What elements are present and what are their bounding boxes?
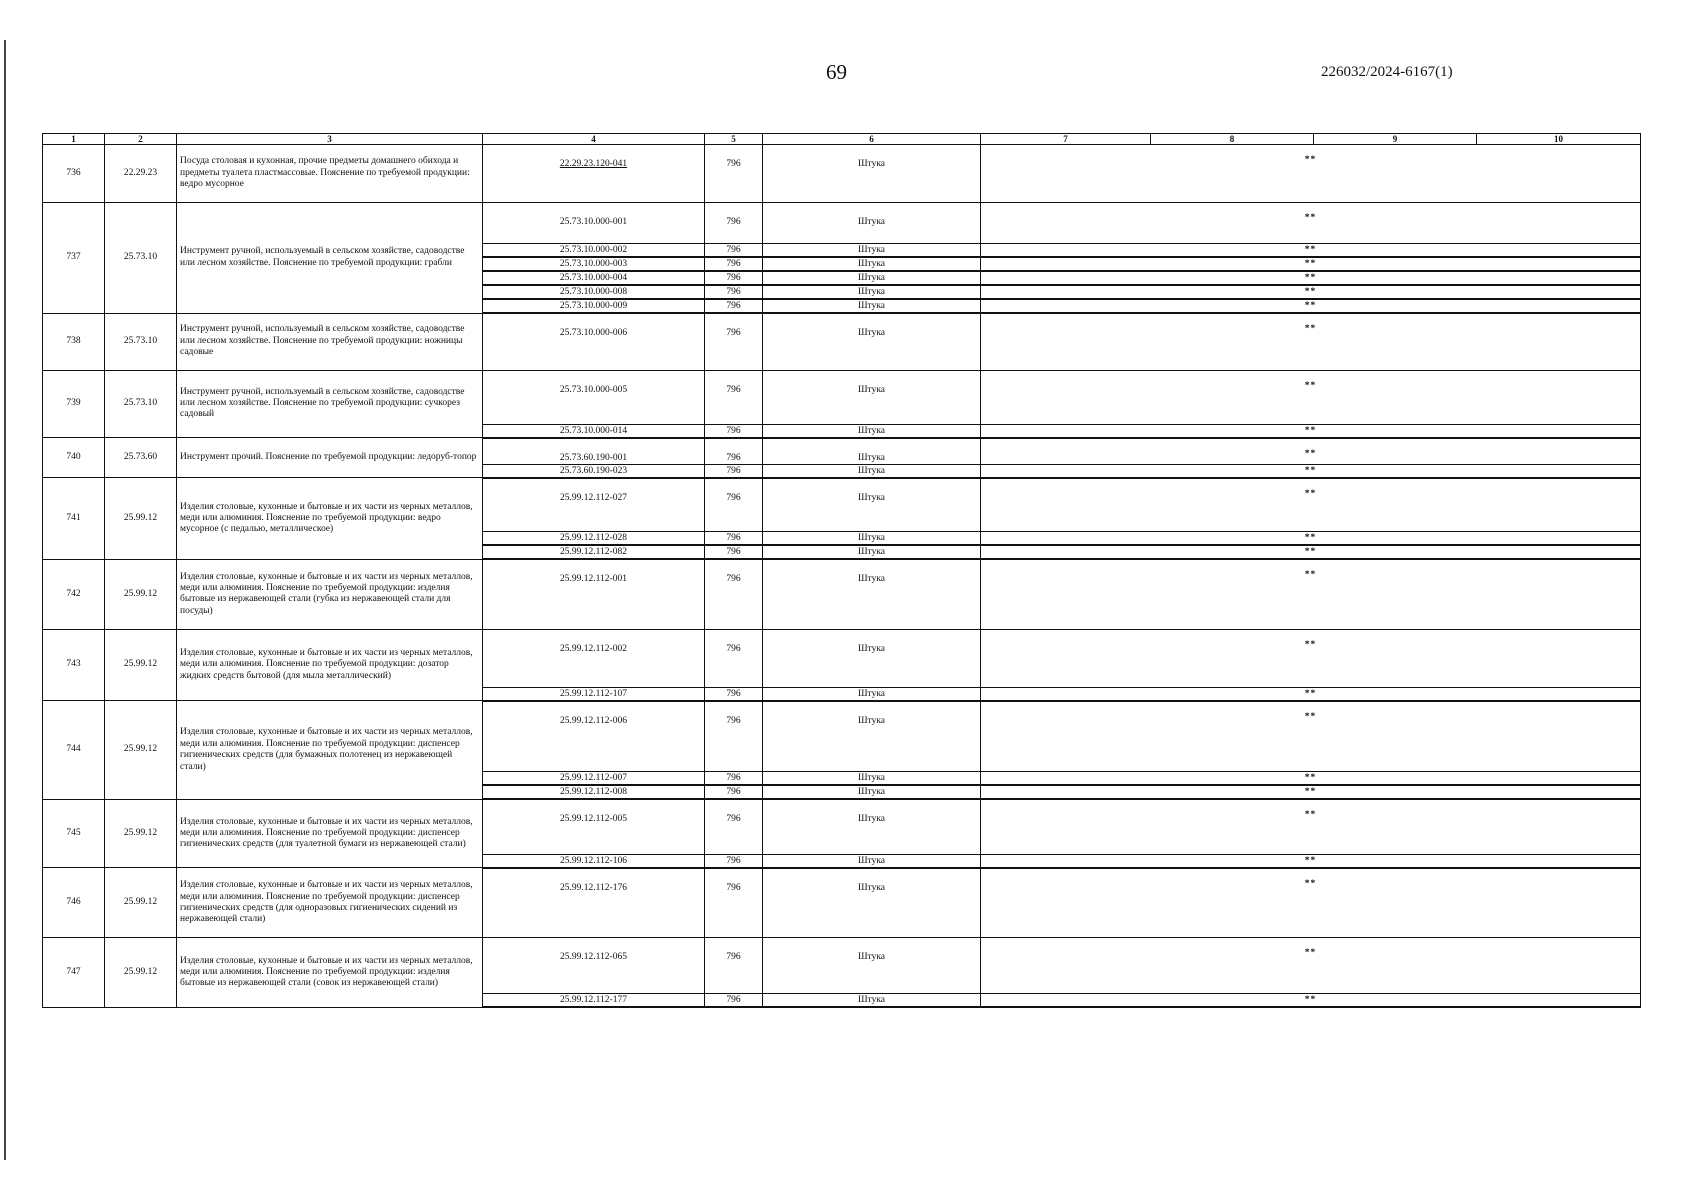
scan-edge-line	[4, 40, 6, 1160]
page-number: 69	[826, 60, 847, 84]
table-header-row	[43, 134, 1641, 145]
ktru-code-cell	[483, 559, 705, 629]
requirement-mark-cell: **	[981, 145, 1641, 203]
requirement-mark-cell: **	[981, 799, 1641, 854]
unit-code-cell: 796	[705, 701, 763, 772]
ktru-code-cell	[483, 868, 705, 938]
ktru-code: 25.73.10.000-002	[559, 245, 628, 255]
table-row	[43, 478, 1641, 532]
requirement-mark-cell: **	[981, 785, 1641, 799]
unit-name-cell: Штука	[763, 532, 981, 546]
requirement-mark-cell: **	[981, 478, 1641, 532]
requirement-mark-cell: **	[981, 299, 1641, 313]
ktru-code-cell	[483, 271, 705, 285]
ktru-code-cell	[483, 799, 705, 854]
description-cell: Изделия столовые, кухонные и бытовые и их части из черных металлов, меди или алюминия. Пояснение по требуемой продукции: дозатор жидких средств бытовой (для мыла металлический)	[177, 629, 483, 701]
okpd-code-cell: 25.99.12	[105, 938, 177, 1008]
requirement-mark-cell: **	[981, 313, 1641, 370]
ktru-code: 25.99.12.112-006	[560, 715, 627, 726]
unit-code-cell: 796	[705, 532, 763, 546]
unit-code-cell: 796	[705, 994, 763, 1008]
ktru-code: 25.99.12.112-005	[560, 814, 627, 825]
row-number-cell: 742	[43, 559, 105, 629]
requirement-mark-cell: **	[981, 271, 1641, 285]
unit-name-cell: Штука	[763, 244, 981, 258]
ktru-code: 25.73.10.000-001	[559, 217, 628, 227]
requirement-mark-cell: **	[981, 868, 1641, 938]
okpd-code-cell: 25.73.10	[105, 203, 177, 314]
requirement-mark-cell: **	[981, 257, 1641, 271]
unit-code-cell: 796	[705, 545, 763, 559]
ktru-code-cell	[483, 478, 705, 532]
ktru-code-cell	[483, 464, 705, 478]
unit-name-cell: Штука	[763, 257, 981, 271]
ktru-code: 22.29.23.120-041	[559, 159, 628, 169]
requirement-mark-cell: **	[981, 545, 1641, 559]
unit-code-cell: 796	[705, 785, 763, 799]
unit-name-cell: Штука	[763, 994, 981, 1008]
ktru-code-cell	[483, 145, 705, 203]
column-header-1: 1	[43, 134, 105, 145]
ktru-code-cell	[483, 370, 705, 424]
column-header-2: 2	[105, 134, 177, 145]
unit-code-cell: 796	[705, 438, 763, 465]
unit-code-cell: 796	[705, 854, 763, 868]
unit-name-cell: Штука	[763, 772, 981, 786]
unit-name-cell: Штука	[763, 370, 981, 424]
okpd-code-cell: 25.73.60	[105, 438, 177, 478]
okpd-code-cell: 25.99.12	[105, 701, 177, 800]
unit-code-cell: 796	[705, 285, 763, 299]
unit-name-cell: Штука	[763, 868, 981, 938]
ktru-code: 25.73.60.190-023	[559, 465, 628, 476]
ktru-code-cell	[483, 313, 705, 370]
ktru-code-cell	[483, 424, 705, 438]
ktru-code-cell	[483, 257, 705, 271]
unit-name-cell: Штука	[763, 313, 981, 370]
row-number-cell: 741	[43, 478, 105, 560]
requirement-mark-cell: **	[981, 629, 1641, 687]
row-number-cell: 740	[43, 438, 105, 478]
ktru-code-cell	[483, 701, 705, 772]
ktru-code: 25.99.12.112-107	[560, 688, 627, 699]
okpd-code-cell: 25.99.12	[105, 629, 177, 701]
unit-code-cell: 796	[705, 203, 763, 244]
unit-name-cell: Штука	[763, 545, 981, 559]
document-id: 226032/2024-6167(1)	[1321, 64, 1453, 80]
unit-name-cell: Штука	[763, 629, 981, 687]
ktru-code: 25.99.12.112-082	[560, 547, 627, 558]
unit-code-cell: 796	[705, 478, 763, 532]
column-header-9: 9	[1314, 134, 1477, 145]
unit-code-cell: 796	[705, 464, 763, 478]
ktru-code-cell	[483, 854, 705, 868]
ktru-code: 25.73.60.190-001	[559, 452, 628, 463]
unit-name-cell: Штука	[763, 478, 981, 532]
unit-name-cell: Штука	[763, 438, 981, 465]
requirement-mark-cell: **	[981, 938, 1641, 994]
ktru-code-cell	[483, 285, 705, 299]
column-header-6: 6	[763, 134, 981, 145]
ktru-code: 25.99.12.112-008	[560, 787, 627, 798]
unit-code-cell: 796	[705, 687, 763, 701]
table-row	[43, 938, 1641, 994]
requirement-mark-cell: **	[981, 701, 1641, 772]
unit-name-cell: Штука	[763, 271, 981, 285]
row-number-cell: 737	[43, 203, 105, 314]
unit-code-cell: 796	[705, 799, 763, 854]
unit-name-cell: Штука	[763, 203, 981, 244]
unit-code-cell: 796	[705, 145, 763, 203]
table-row	[43, 701, 1641, 772]
ktru-code: 25.99.12.112-065	[560, 952, 627, 963]
unit-name-cell: Штука	[763, 285, 981, 299]
ktru-code: 25.99.12.112-106	[560, 855, 627, 866]
ktru-code: 25.73.10.000-014	[559, 425, 628, 436]
description-cell: Инструмент ручной, используемый в сельском хозяйстве, садоводстве или лесном хозяйстве. Пояснение по требуемой продукции: ножницы садовые	[177, 313, 483, 370]
unit-code-cell: 796	[705, 868, 763, 938]
row-number-cell: 745	[43, 799, 105, 868]
unit-code-cell: 796	[705, 271, 763, 285]
ktru-code-cell	[483, 629, 705, 687]
unit-name-cell: Штука	[763, 854, 981, 868]
description-cell: Посуда столовая и кухонная, прочие предметы домашнего обихода и предметы туалета пластмассовые. Пояснение по требуемой продукции: ведро мусорное	[177, 145, 483, 203]
description-cell: Инструмент ручной, используемый в сельском хозяйстве, садоводстве или лесном хозяйстве. Пояснение по требуемой продукции: сучкорез садовый	[177, 370, 483, 438]
unit-code-cell: 796	[705, 313, 763, 370]
ktru-code-cell	[483, 203, 705, 244]
ktru-code-cell	[483, 438, 705, 465]
unit-name-cell: Штука	[763, 424, 981, 438]
ktru-code-cell	[483, 244, 705, 258]
unit-code-cell: 796	[705, 299, 763, 313]
ktru-code: 25.99.12.112-027	[560, 492, 627, 503]
unit-name-cell: Штука	[763, 299, 981, 313]
unit-name-cell: Штука	[763, 464, 981, 478]
ktru-code-cell	[483, 545, 705, 559]
ktru-code: 25.73.10.000-005	[559, 384, 628, 395]
column-header-4: 4	[483, 134, 705, 145]
requirement-mark-cell: **	[981, 370, 1641, 424]
unit-code-cell: 796	[705, 244, 763, 258]
ktru-code: 25.99.12.112-176	[560, 882, 627, 893]
column-header-10: 10	[1477, 134, 1641, 145]
column-header-5: 5	[705, 134, 763, 145]
ktru-code-cell	[483, 938, 705, 994]
table-row	[43, 313, 1641, 370]
okpd-code-cell: 25.99.12	[105, 559, 177, 629]
description-cell: Инструмент прочий. Пояснение по требуемой продукции: ледоруб-топор	[177, 438, 483, 478]
ktru-code: 25.73.10.000-008	[559, 287, 628, 297]
okpd-code-cell: 25.73.10	[105, 313, 177, 370]
ktru-code: 25.73.10.000-004	[559, 273, 628, 283]
description-cell: Изделия столовые, кухонные и бытовые и их части из черных металлов, меди или алюминия. Пояснение по требуемой продукции: диспенсер гигиенических средств (для туалетной бумаги из нержавеющей стали)	[177, 799, 483, 868]
unit-code-cell: 796	[705, 629, 763, 687]
ktru-code-cell	[483, 687, 705, 701]
products-table	[42, 133, 1641, 1008]
description-cell: Изделия столовые, кухонные и бытовые и их части из черных металлов, меди или алюминия. Пояснение по требуемой продукции: диспенсер гигиенических средств (для бумажных полотенец из нержавеющей стали)	[177, 701, 483, 800]
unit-code-cell: 796	[705, 772, 763, 786]
table-row	[43, 559, 1641, 629]
ktru-code: 25.73.10.000-003	[559, 259, 628, 269]
okpd-code-cell: 25.99.12	[105, 868, 177, 938]
row-number-cell: 746	[43, 868, 105, 938]
okpd-code-cell: 25.73.10	[105, 370, 177, 438]
unit-code-cell: 796	[705, 938, 763, 994]
table-row	[43, 370, 1641, 424]
column-header-3: 3	[177, 134, 483, 145]
unit-name-cell: Штука	[763, 687, 981, 701]
requirement-mark-cell: **	[981, 244, 1641, 258]
ktru-code: 25.99.12.112-028	[560, 533, 627, 544]
ktru-code-cell	[483, 785, 705, 799]
table-row	[43, 799, 1641, 854]
unit-name-cell: Штука	[763, 701, 981, 772]
unit-code-cell: 796	[705, 559, 763, 629]
requirement-mark-cell: **	[981, 464, 1641, 478]
column-header-7: 7	[981, 134, 1151, 145]
unit-name-cell: Штука	[763, 799, 981, 854]
unit-code-cell: 796	[705, 370, 763, 424]
okpd-code-cell: 25.99.12	[105, 799, 177, 868]
table-body	[43, 145, 1641, 1008]
requirement-mark-cell: **	[981, 532, 1641, 546]
description-cell: Изделия столовые, кухонные и бытовые и их части из черных металлов, меди или алюминия. Пояснение по требуемой продукции: изделия бытовые из нержавеющей стали (губка из нержавеющей стали для посуды)	[177, 559, 483, 629]
table-row	[43, 629, 1641, 687]
column-header-8: 8	[1151, 134, 1314, 145]
requirement-mark-cell: **	[981, 559, 1641, 629]
ktru-code: 25.73.10.000-006	[559, 328, 628, 338]
requirement-mark-cell: **	[981, 772, 1641, 786]
requirement-mark-cell: **	[981, 203, 1641, 244]
ktru-code-cell	[483, 299, 705, 313]
okpd-code-cell: 25.99.12	[105, 478, 177, 560]
description-cell: Изделия столовые, кухонные и бытовые и их части из черных металлов, меди или алюминия. Пояснение по требуемой продукции: изделия бытовые из нержавеющей стали (совок из нержавеющей стали)	[177, 938, 483, 1008]
ktru-code: 25.99.12.112-001	[560, 574, 627, 585]
table-row	[43, 203, 1641, 244]
description-cell: Изделия столовые, кухонные и бытовые и их части из черных металлов, меди или алюминия. Пояснение по требуемой продукции: диспенсер гигиенических средств (для одноразовых гигиенических сидений из нержавеющей стали)	[177, 868, 483, 938]
unit-name-cell: Штука	[763, 938, 981, 994]
description-cell: Инструмент ручной, используемый в сельском хозяйстве, садоводстве или лесном хозяйстве. Пояснение по требуемой продукции: грабли	[177, 203, 483, 314]
row-number-cell: 744	[43, 701, 105, 800]
ktru-code: 25.99.12.112-177	[560, 995, 627, 1006]
ktru-code: 25.99.12.112-007	[560, 773, 627, 784]
ktru-code-cell	[483, 772, 705, 786]
requirement-mark-cell: **	[981, 438, 1641, 465]
unit-code-cell: 796	[705, 424, 763, 438]
row-number-cell: 743	[43, 629, 105, 701]
row-number-cell: 736	[43, 145, 105, 203]
requirement-mark-cell: **	[981, 687, 1641, 701]
ktru-code: 25.99.12.112-002	[560, 643, 627, 654]
requirement-mark-cell: **	[981, 994, 1641, 1008]
row-number-cell: 747	[43, 938, 105, 1008]
description-cell: Изделия столовые, кухонные и бытовые и их части из черных металлов, меди или алюминия. Пояснение по требуемой продукции: ведро мусорное (с педалью, металлическое)	[177, 478, 483, 560]
requirement-mark-cell: **	[981, 854, 1641, 868]
unit-code-cell: 796	[705, 257, 763, 271]
row-number-cell: 739	[43, 370, 105, 438]
requirement-mark-cell: **	[981, 424, 1641, 438]
ktru-code-cell	[483, 532, 705, 546]
table-row	[43, 868, 1641, 938]
unit-name-cell: Штука	[763, 785, 981, 799]
row-number-cell: 738	[43, 313, 105, 370]
ktru-code-cell	[483, 994, 705, 1008]
unit-name-cell: Штука	[763, 145, 981, 203]
okpd-code-cell: 22.29.23	[105, 145, 177, 203]
table-row	[43, 438, 1641, 465]
table-row	[43, 145, 1641, 203]
ktru-code: 25.73.10.000-009	[559, 301, 628, 311]
requirement-mark-cell: **	[981, 285, 1641, 299]
unit-name-cell: Штука	[763, 559, 981, 629]
